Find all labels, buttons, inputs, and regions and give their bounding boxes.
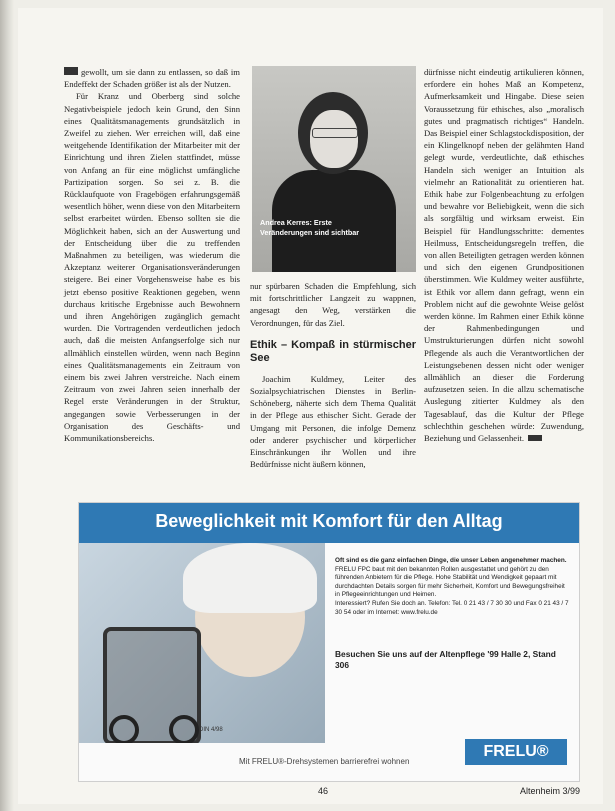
wheelchair-wheel-icon bbox=[169, 715, 199, 743]
column-3-paragraph bbox=[424, 66, 584, 444]
column-2-paragraph-1: nur spürbaren Schaden die Empfehlung, sich mit fortschrittlicher Langzeit zu wappnen, angesagt den Weg, verstärken die Verordnungen, für das Ziel. bbox=[250, 281, 416, 328]
ad-image-code: DIN 4/98 bbox=[199, 727, 223, 733]
column-2-paragraph-2: Joachim Kuldmey, Leiter des Sozialpsychiatrischen Dienstes in Berlin-Schöneberg, näherte sich dem Thema Qualität in der Pflege aus ethischer Sicht. Gerade der Umgang mit Personen, die infolge Demenz oder anderer psychischer und körperlicher Einschränkungen ihr Wollen und ihre Bedürfnisse nicht äußern können, bbox=[250, 373, 416, 470]
column-3-text: dürfnisse nicht eindeutig artikulieren können, erfordere ein hohes Maß an Kompetenz, Aufmerksamkeit und Hingabe. Diese seien Voraussetzung für ethisches, also „moralisch gutes und pragmatisch richtiges“ Handeln. Das Beispiel einer Schlagstockdisposition, der ein Klingelknopf neben der gelähmten Hand gelegt wurde, verdeutlichte, daß ethisches Handeln sich weniger an Intuition als vielmehr an Rationalität zu orientieren hat. Ethik habe zur Folgenbeachtung zu erfolgen und bewahre vor Beliebigkeit, wenn die sich als sorgfältig und wirksam erweist. Ein Beispiel für Handlungsschritte: dementes Heilmuss, Entscheidungsregeln treffen, die von allen Beteiligten getragen werden können und sich den eigenen Grundpositionen überstimmen. Wie Kuldmey weiter ausführte, ist Ethik vor allem dann gefragt, wenn ein Problem nicht auf die gewohnte Weise gelöst werden könne. Im Rahmen einer Ethik könne der Rahmenbedingungen und Umstrukturierungen dürfen nicht sowohl Pflegende als auch die Verantwortlichen der Leistungsebenen dessen nicht oder weniger allmählich an dieser die Forderung aufzusetzen seien. In die allzu schematische Auslegung zitierter Kuldmey als den Tagesablauf, das die Kultur der Pflege schlechthin geschehen würde: Zuwendung, Beziehung und Gelassenheit. bbox=[424, 67, 584, 444]
frelu-logo: FRELU® bbox=[465, 739, 567, 765]
portrait-face bbox=[310, 110, 358, 168]
advertisement bbox=[78, 502, 580, 782]
article-end-marker-icon bbox=[528, 435, 542, 441]
article-column-1 bbox=[64, 66, 240, 444]
article-column-2 bbox=[250, 280, 416, 470]
portrait-photo bbox=[252, 66, 416, 272]
ad-trade-fair-info: Besuchen Sie uns auf der Altenpflege '99 Halle 2, Stand 306 bbox=[335, 649, 556, 670]
ad-headline: Beweglichkeit mit Komfort für den Alltag bbox=[155, 511, 503, 531]
ad-contact: Interessiert? Rufen Sie doch an. Telefon: Tel. 0 21 43 / 7 30 30 und Fax 0 21 43 / 7 30 54 oder im Internet: www.frelu.de bbox=[335, 599, 569, 616]
ad-intro: Oft sind es die ganz einfachen Dinge, die unser Leben angenehmer machen. bbox=[335, 557, 567, 564]
ad-description: FRELU FPC baut mit den bekannten Rollen ausgestattet und gehört zu den führenden Anbietern für die Pflege. Hohe Stabilität und Wendigkeit gepaart mit durchdachten Details sorgen für mehr Sicherheit, Komfort und Bewegungsfreiheit in Pflegeeinrichtungen und Heimen. bbox=[335, 565, 565, 599]
ad-photo-woman-hair bbox=[183, 543, 317, 613]
column-1-paragraph: Für Kranz und Oberberg sind solche Negativbeispiele jedoch kein Grund, den Sinn eines Qualitätsmanagements grundsätzlich in Zweifel zu ziehen. Wer erreichen will, daß eine weitgehende Identifikation der Mitarbeiter mit der Einrichtung und ihren Zielen stattfindet, müsse von Anfang an für eine möglichst umfängliche Partizipation sorgen. So sei z. B. die Rücklaufquote von Fragebögen erfahrungsgemäß wesentlich höher, wenn diese von den Mitarbeitern selbst erarbeitet würden. Ebenso sollten sie die Möglichkeit haben, sich an der Auswertung und der Entscheidung über die zu treffenden Maßnahmen zu beteiligen, was wiederum die Akzeptanz weiterer Organisationsveränderungen steigere. Bei einer Vorgehensweise habe es bis jetzt ebenso positive Reaktionen gegeben, wenn durchaus kritische Ergebnisse auch Bewohnern und ihren Angehörigen zugänglich gemacht wurden. Die Vortragenden verdeutlichen jedoch auch, daß die meisten Anfangserfolge sich nur allmählich einstellen würden, wenn nach Beginn eines Qualitätsmanagements ein Zeitraum von einem bis zwei Jahren verstreiche. Nach einem Zeitraum von zwei Jahren seien innerhalb der Regel erste Veränderungen in der Struktur, angegangen sowie Verbesserungen in der Organisation des Geschäfts- und Kommunikationsbereichs. bbox=[64, 91, 240, 444]
portrait-glasses-icon bbox=[312, 128, 358, 138]
page-spine-shadow bbox=[0, 0, 14, 811]
ad-banner bbox=[79, 503, 579, 543]
paragraph-marker-icon bbox=[64, 67, 78, 75]
section-subheading: Ethik – Kompaß in stürmischer See bbox=[250, 338, 416, 364]
ad-footer-tagline: Mit FRELU®-Drehsystemen barrierefrei wohnen bbox=[239, 757, 410, 766]
ad-photo bbox=[79, 543, 325, 743]
column-1-lead bbox=[64, 66, 240, 90]
photo-caption: Andrea Kerres: Erste Veränderungen sind sichtbar bbox=[260, 218, 360, 237]
article-column-3 bbox=[424, 66, 584, 444]
magazine-issue: Altenheim 3/99 bbox=[520, 786, 581, 796]
column-1-lead-text: gewollt, um sie dann zu entlassen, so daß im Endeffekt der Schaden größer ist als der Nutzen. bbox=[64, 67, 240, 90]
page-number: 46 bbox=[318, 786, 329, 796]
ad-body-text bbox=[335, 557, 569, 617]
wheelchair-wheel-icon bbox=[109, 715, 139, 743]
